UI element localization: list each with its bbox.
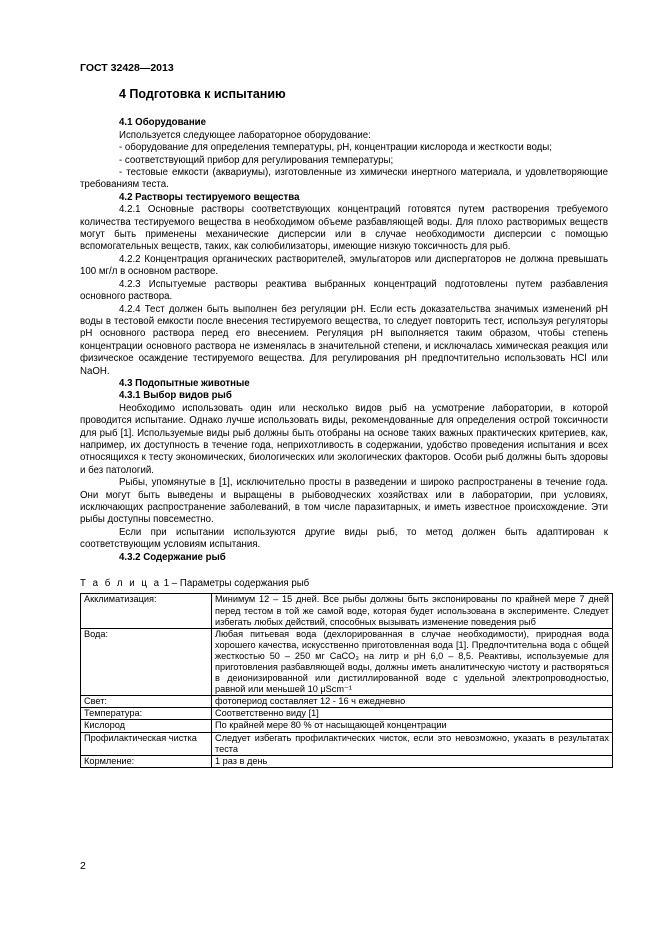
subsection-4-3-1-title: 4.3.1 Выбор видов рыб (119, 390, 232, 402)
table-cell-value: 1 раз в день (212, 755, 613, 767)
table-row (81, 755, 613, 767)
paragraph-4-2-1: 4.2.1 Основные растворы соответствующих концентраций готовятся путем растворения требуемого количества тестируемого вещества в необходимом объеме разбавляющей воды. Для плохо растворимых веществ могут быть применены механические дисперсии или в случае необходимости дисперсии с помощью вспомогательных веществ, таких, как солюбилизаторы, имеющие низкую токсичность для рыб. (80, 204, 608, 253)
table-cell-value: Любая питьевая вода (дехлорированная в случае необходимости), природная вода хорошего качества, искусственно приготовленная вода [1]. Предпочтительна вода с общей жесткостью 50 – 250 мг CaCO₃ на литр и pH 6,0 – 8,5. Реактивы, используемые для приготовления разбавляющей воды, должны иметь аналитическую чистоту и растворяться в деионизированной или дистиллированной воде с удельной электропроводностью, равной или меньшей 10 μScm⁻¹ (212, 628, 613, 696)
table-cell-parameter: Кормление: (81, 755, 212, 767)
table-row (81, 696, 613, 708)
table-cell-parameter: Вода: (81, 628, 212, 696)
table-cell-parameter: Температура: (81, 708, 212, 720)
subsection-4-2-title: 4.2 Растворы тестируемого вещества (119, 191, 300, 203)
paragraph-fish-selection: Необходимо использовать один или несколько видов рыб на усмотрение лаборатории, в которой проводится испытание. Однако лучше использовать виды, рекомендованные для определения острой токсичности для рыб [1]. Используемые виды рыб должны быть отобраны на основе таких важных практических критериев, как, например, их доступность в течение года, неприхотливость в содержании, удобство проведения испытания и всех относящихся к тесту экономических, биологических или экологических факторов. Особи рыб должны быть здоровы и без патологий. (80, 402, 608, 476)
paragraph-4-2-3: 4.2.3 Испытуемые растворы реактива выбранных концентраций подготовлены путем разбавления основного раствора. (80, 278, 608, 303)
page-content (80, 88, 608, 768)
table-row (81, 628, 613, 696)
table-cell-parameter: Профилактическая чистка (81, 732, 212, 755)
table-row (81, 594, 613, 628)
table-cell-parameter: Свет: (81, 696, 212, 708)
table-row (81, 732, 613, 755)
equipment-intro: Используется следующее лабораторное оборудование: (119, 129, 371, 141)
paragraph-other-species: Если при испытании используются другие виды рыб, то метод должен быть адаптирован к соответствующим условиям испытания. (80, 526, 608, 551)
subsection-4-3-title: 4.3 Подопытные животные (119, 377, 250, 389)
table-cell-value: Следует избегать профилактических чисток, если это невозможно, указать в результатах теста (212, 732, 613, 755)
equipment-item: - тестовые емкости (аквариумы), изготовленные из химически инертного материала, и удовлетворяющие требованиям теста. (80, 167, 608, 191)
table-row (81, 720, 613, 732)
table-cell-parameter: Акклиматизация: (81, 594, 212, 628)
paragraph-fish-breeding: Рыбы, упомянутые в [1], исключительно просты в разведении и широко распространены в течение года. Они могут быть выведены и выращены в рыбоводческих хозяйствах или в лаборатории, при условиях, исключающих распространение заболеваний, в том числе паразитарных, и иметь известное происхождение. Эти рыбы доступны повсеместно. (80, 477, 608, 526)
table-cell-value: Минимум 12 – 15 дней. Все рыбы должны быть экспонированы по крайней мере 7 дней перед тестом в той же самой воде, которая будет использована в эксперименте. Следует избегать любых действий, способных вызывать изменение поведения рыб (212, 594, 613, 628)
table-caption (80, 578, 608, 590)
page-number: 2 (80, 860, 86, 872)
table-cell-parameter: Кислород (81, 720, 212, 732)
paragraph-4-2-2: 4.2.2 Концентрация органических растворителей, эмульгаторов или диспергаторов не должна превышать 100 мг/л в основном растворе. (80, 253, 608, 278)
subsection-4-3-2-title: 4.3.2 Содержание рыб (119, 551, 226, 563)
table-cell-value: Соответственно виду [1] (212, 708, 613, 720)
paragraph-4-2-4: 4.2.4 Тест должен быть выполнен без регуляции pH. Если есть доказательства значимых изменений pH воды в тестовой емкости после внесения тестируемого вещества, то следует повторить тест, используя регуляторы pH основного раствора перед его внесением. Регуляция pH выполняется таким образом, чтобы степень концентрации основного раствора не изменялась в значительной степени, и исключалась химическая реакция или физическое осаждение тестируемого вещества. Для регулирования pH предпочтительно использовать HCl или NaOH. (80, 303, 608, 377)
table-cell-value: По крайней мере 80 % от насыщающей концентрации (212, 720, 613, 732)
table-caption-text: 1 – Параметры содержания рыб (163, 578, 310, 590)
equipment-item: - соответствующий прибор для регулирования температуры; (119, 154, 394, 166)
table-cell-value: фотопериод составляет 12 - 16 ч ежедневно (212, 696, 613, 708)
fish-keeping-table (80, 593, 613, 767)
table-row (81, 708, 613, 720)
subsection-4-1-title: 4.1 Оборудование (119, 117, 207, 129)
section-title: 4 Подготовка к испытанию (119, 87, 286, 101)
doc-code-header: ГОСТ 32428—2013 (80, 62, 174, 74)
equipment-item: - оборудование для определения температуры, pH, концентрации кислорода и жесткости воды; (119, 142, 552, 154)
table-caption-prefix: Т а б л и ц а (80, 578, 162, 590)
